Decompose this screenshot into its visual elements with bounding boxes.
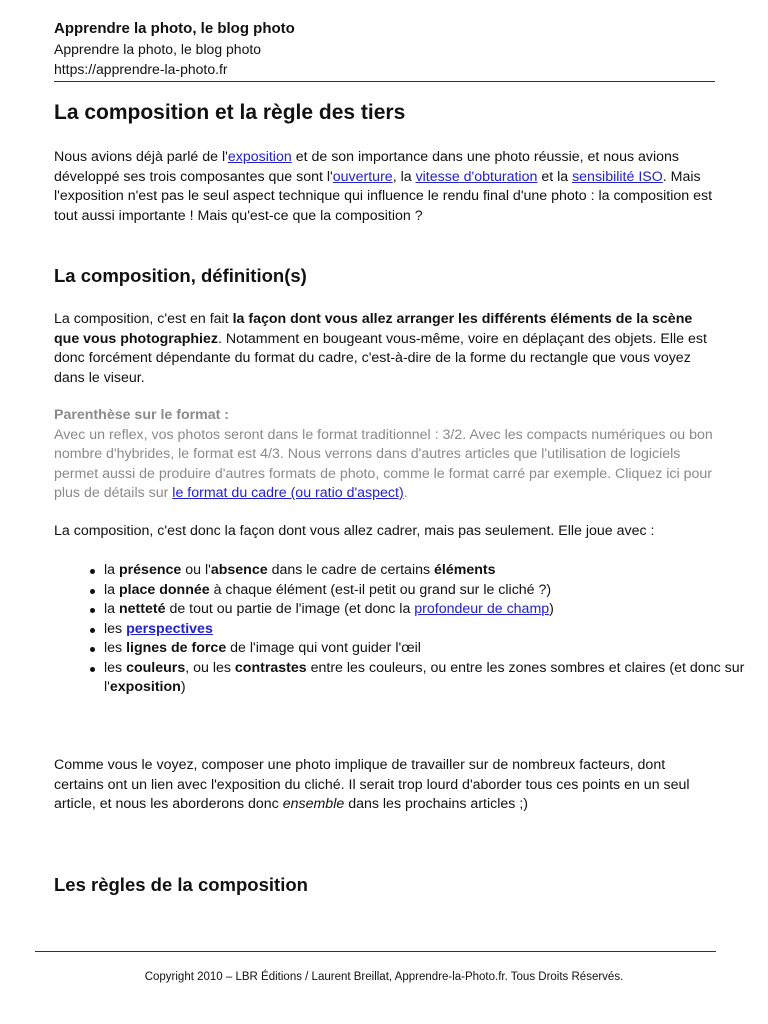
conclusion-italic: ensemble (282, 796, 345, 812)
intro-text: Nous avions déjà parlé de l' (54, 149, 228, 165)
footer-copyright: Copyright 2010 – LBR Éditions / Laurent Breillat, Apprendre-la-Photo.fr. Tous Droits Réservés. (144, 971, 624, 983)
list-item: les lignes de force de l'image qui vont guider l'œil (104, 639, 764, 659)
site-url: https://apprendre-la-photo.fr (54, 61, 228, 77)
factors-list (54, 561, 764, 698)
link-perspectives[interactable]: perspectives (126, 620, 213, 637)
conclusion-text: dans les prochains articles ;) (344, 796, 528, 812)
link-format-cadre[interactable]: le format du cadre (ou ratio d'aspect) (172, 485, 404, 501)
composition-paragraph: La composition, c'est donc la façon dont vous allez cadrer, mais pas seulement. Elle joue avec : (54, 523, 655, 539)
footer-divider (35, 951, 716, 952)
site-header (54, 19, 714, 79)
article-title: La composition et la règle des tiers (54, 101, 406, 124)
aside-title: Parenthèse sur le format : (54, 407, 230, 423)
list-item: la netteté de tout ou partie de l'image (et donc la profondeur de champ) (104, 600, 764, 620)
intro-paragraph (54, 148, 714, 226)
link-ouverture[interactable]: ouverture (332, 168, 393, 185)
site-subtitle: Apprendre la photo, le blog photo (54, 41, 262, 57)
list-item: la présence ou l'absence dans le cadre de certains éléments (104, 561, 764, 581)
header-divider (54, 81, 715, 82)
intro-text: . Mais l'exposition n'est pas le seul aspect technique qui influence le rendu final d'une photo : la composition est tout aussi importante ! Mais qu'est-ce que la composition ? (54, 168, 713, 224)
link-sensibilite-iso[interactable]: sensibilité ISO (572, 168, 663, 185)
format-aside (54, 406, 714, 504)
site-title: Apprendre la photo, le blog photo (54, 20, 295, 37)
intro-text: et la (537, 168, 573, 185)
section-heading-regles: Les règles de la composition (54, 874, 308, 895)
link-profondeur-champ[interactable]: profondeur de champ (414, 601, 550, 617)
intro-text: et de son importance dans une photo réussie, et nous avions développé ses trois composantes que sont l' (54, 149, 680, 185)
section-heading-definition: La composition, définition(s) (54, 265, 307, 286)
definition-bold: la façon dont vous allez arranger les différents éléments de la scène que vous photographiez (54, 311, 693, 347)
list-item: les couleurs, ou les contrastes entre les couleurs, ou entre les zones sombres et claires (et donc sur l'exposition) (104, 659, 764, 698)
list-item: les perspectives (104, 620, 764, 640)
definition-text: . Notamment en bougeant vous-même, voire en déplaçant des objets. Elle est donc forcément dépendante du format du cadre, c'est-à-dire de la forme du rectangle que vous voyez dans le viseur. (54, 330, 707, 386)
definition-text: La composition, c'est en fait (54, 311, 233, 327)
list-item: la place donnée à chaque élément (est-il petit ou grand sur le cliché ?) (104, 581, 764, 601)
link-vitesse-obturation[interactable]: vitesse d'obturation (415, 168, 538, 185)
conclusion-paragraph (54, 756, 714, 815)
aside-text-end: . (403, 485, 408, 501)
definition-paragraph (54, 310, 714, 388)
conclusion-text: Comme vous le voyez, composer une photo implique de travailler sur de nombreux facteurs, dont certains ont un lien avec l'exposition du cliché. Il serait trop lourd d'aborder tous ces points en un seul article, et nous les aborderons donc (54, 757, 690, 812)
intro-text: , la (392, 168, 416, 185)
link-exposition[interactable]: exposition (227, 149, 292, 165)
aside-text: Avec un reflex, vos photos seront dans le format traditionnel : 3/2. Avec les compacts numériques ou bon nombre d'hybrides, le format est 4/3. Nous verrons dans d'autres articles que l'utilisation de logiciels permet aussi de produire d'autres formats de photo, comme le format carré par exemple. Cliquez ici pour plus de détails sur (54, 426, 713, 501)
